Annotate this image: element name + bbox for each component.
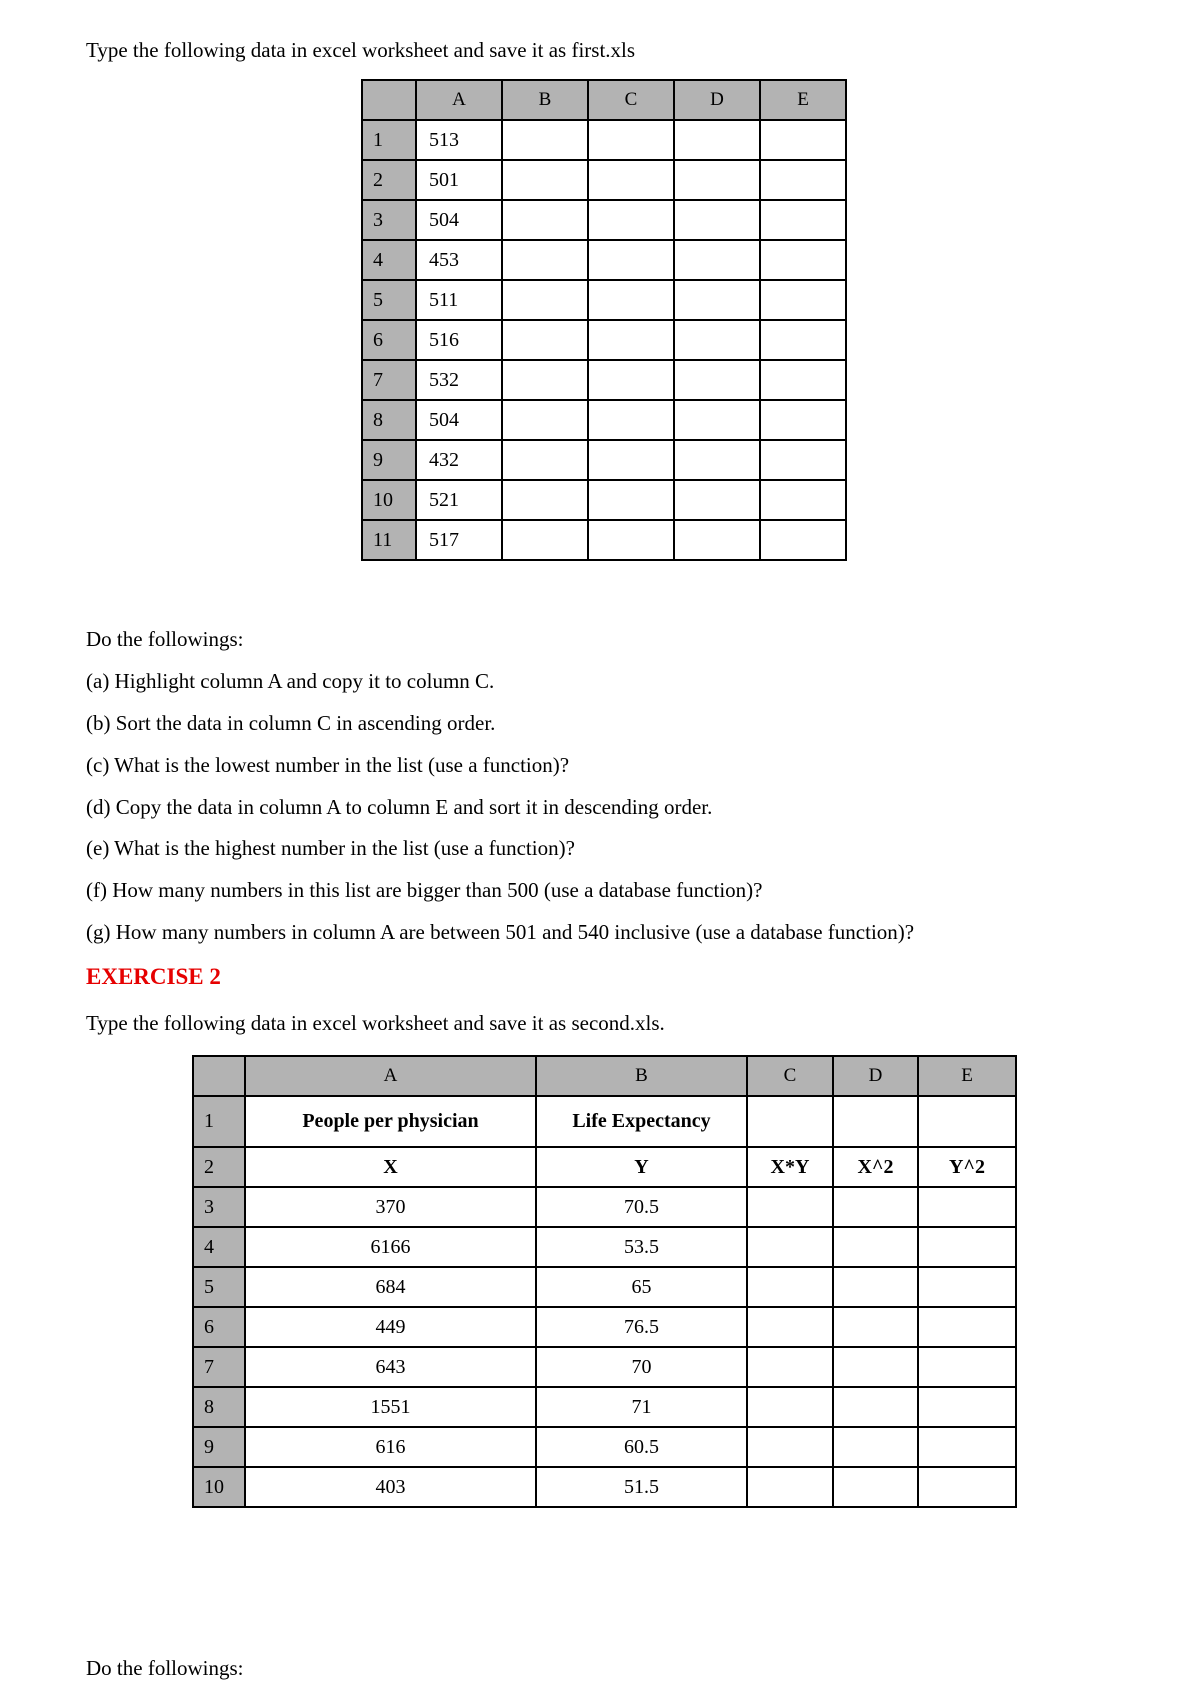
- cell-a: 504: [416, 400, 502, 440]
- column-header-row: [362, 80, 846, 120]
- empty-cell: [760, 200, 846, 240]
- cell-a: 511: [416, 280, 502, 320]
- row-number: 2: [193, 1147, 245, 1187]
- cell-a: 501: [416, 160, 502, 200]
- empty-cell: [833, 1387, 918, 1427]
- cell-y: 51.5: [536, 1467, 747, 1507]
- label-cell-a: People per physician: [245, 1096, 536, 1147]
- table-row: [193, 1387, 1016, 1427]
- empty-cell: [674, 480, 760, 520]
- table-row: [362, 360, 846, 400]
- empty-cell: [918, 1096, 1016, 1147]
- empty-cell: [674, 360, 760, 400]
- empty-cell: [674, 200, 760, 240]
- label-row: [193, 1096, 1016, 1147]
- row-number: 7: [193, 1347, 245, 1387]
- empty-cell: [674, 280, 760, 320]
- empty-cell: [588, 400, 674, 440]
- intro-text-1: Type the following data in excel worksheet and save it as first.xls: [86, 38, 636, 62]
- empty-cell: [747, 1347, 833, 1387]
- empty-cell: [674, 240, 760, 280]
- table-row: [362, 400, 846, 440]
- empty-cell: [747, 1307, 833, 1347]
- cell-x: 403: [245, 1467, 536, 1507]
- variable-cell: Y^2: [918, 1147, 1016, 1187]
- corner-cell: [362, 80, 416, 120]
- cell-x: 616: [245, 1427, 536, 1467]
- cell-a: 453: [416, 240, 502, 280]
- cell-y: 71: [536, 1387, 747, 1427]
- empty-cell: [760, 120, 846, 160]
- empty-cell: [760, 320, 846, 360]
- row-number: 7: [362, 360, 416, 400]
- empty-cell: [833, 1267, 918, 1307]
- cell-a: 516: [416, 320, 502, 360]
- empty-cell: [918, 1307, 1016, 1347]
- cell-y: 76.5: [536, 1307, 747, 1347]
- column-header: D: [833, 1056, 918, 1096]
- empty-cell: [918, 1267, 1016, 1307]
- column-header: E: [760, 80, 846, 120]
- table-row: [362, 160, 846, 200]
- empty-cell: [747, 1467, 833, 1507]
- column-header: C: [747, 1056, 833, 1096]
- cell-y: 70: [536, 1347, 747, 1387]
- empty-cell: [674, 120, 760, 160]
- task-item: (f) How many numbers in this list are bigger than 500 (use a database function)?: [86, 878, 763, 902]
- empty-cell: [833, 1187, 918, 1227]
- empty-cell: [760, 480, 846, 520]
- table-row: [193, 1347, 1016, 1387]
- empty-cell: [674, 400, 760, 440]
- row-number: 8: [362, 400, 416, 440]
- column-header: C: [588, 80, 674, 120]
- empty-cell: [502, 520, 588, 560]
- empty-cell: [674, 520, 760, 560]
- cell-y: 65: [536, 1267, 747, 1307]
- variable-cell: X: [245, 1147, 536, 1187]
- cell-x: 6166: [245, 1227, 536, 1267]
- cell-y: 70.5: [536, 1187, 747, 1227]
- task-item: (b) Sort the data in column C in ascending order.: [86, 711, 496, 735]
- variable-cell: X*Y: [747, 1147, 833, 1187]
- empty-cell: [833, 1227, 918, 1267]
- empty-cell: [502, 400, 588, 440]
- empty-cell: [588, 480, 674, 520]
- empty-cell: [588, 520, 674, 560]
- empty-cell: [918, 1387, 1016, 1427]
- table-row: [362, 120, 846, 160]
- cell-x: 449: [245, 1307, 536, 1347]
- empty-cell: [918, 1467, 1016, 1507]
- variable-cell: X^2: [833, 1147, 918, 1187]
- empty-cell: [747, 1267, 833, 1307]
- empty-cell: [760, 400, 846, 440]
- table-row: [362, 200, 846, 240]
- row-number: 3: [193, 1187, 245, 1227]
- table-row: [362, 520, 846, 560]
- empty-cell: [502, 440, 588, 480]
- row-number: 3: [362, 200, 416, 240]
- label-cell-b: Life Expectancy: [536, 1096, 747, 1147]
- cell-x: 684: [245, 1267, 536, 1307]
- empty-cell: [760, 360, 846, 400]
- cell-a: 504: [416, 200, 502, 240]
- cell-x: 1551: [245, 1387, 536, 1427]
- row-number: 5: [193, 1267, 245, 1307]
- row-number: 4: [362, 240, 416, 280]
- table-row: [193, 1267, 1016, 1307]
- do-followings-label-2: Do the followings:: [86, 1656, 244, 1680]
- empty-cell: [502, 240, 588, 280]
- variable-row: [193, 1147, 1016, 1187]
- task-item: (e) What is the highest number in the list (use a function)?: [86, 836, 575, 860]
- row-number: 10: [362, 480, 416, 520]
- cell-a: 517: [416, 520, 502, 560]
- row-number: 6: [193, 1307, 245, 1347]
- empty-cell: [502, 200, 588, 240]
- empty-cell: [918, 1227, 1016, 1267]
- row-number: 5: [362, 280, 416, 320]
- row-number: 1: [193, 1096, 245, 1147]
- empty-cell: [588, 360, 674, 400]
- variable-cell: Y: [536, 1147, 747, 1187]
- empty-cell: [760, 520, 846, 560]
- task-item: (d) Copy the data in column A to column E and sort it in descending order.: [86, 795, 713, 819]
- empty-cell: [674, 160, 760, 200]
- row-number: 1: [362, 120, 416, 160]
- empty-cell: [588, 440, 674, 480]
- empty-cell: [760, 160, 846, 200]
- table-row: [362, 440, 846, 480]
- empty-cell: [747, 1387, 833, 1427]
- empty-cell: [502, 320, 588, 360]
- empty-cell: [833, 1467, 918, 1507]
- column-header: B: [502, 80, 588, 120]
- task-item: (c) What is the lowest number in the list (use a function)?: [86, 753, 570, 777]
- table-row: [193, 1427, 1016, 1467]
- row-number: 9: [362, 440, 416, 480]
- row-number: 10: [193, 1467, 245, 1507]
- empty-cell: [760, 280, 846, 320]
- row-number: 4: [193, 1227, 245, 1267]
- empty-cell: [502, 120, 588, 160]
- do-followings-label: Do the followings:: [86, 627, 244, 651]
- column-header-row: [193, 1056, 1016, 1096]
- empty-cell: [747, 1427, 833, 1467]
- worksheet-table-1: [361, 79, 847, 561]
- row-number: 11: [362, 520, 416, 560]
- table-row: [193, 1187, 1016, 1227]
- empty-cell: [918, 1427, 1016, 1467]
- empty-cell: [747, 1227, 833, 1267]
- empty-cell: [760, 440, 846, 480]
- empty-cell: [760, 240, 846, 280]
- column-header: D: [674, 80, 760, 120]
- column-header: B: [536, 1056, 747, 1096]
- empty-cell: [747, 1096, 833, 1147]
- table-row: [193, 1307, 1016, 1347]
- cell-x: 643: [245, 1347, 536, 1387]
- table-row: [193, 1227, 1016, 1267]
- column-header: A: [416, 80, 502, 120]
- cell-y: 60.5: [536, 1427, 747, 1467]
- row-number: 2: [362, 160, 416, 200]
- column-header: A: [245, 1056, 536, 1096]
- empty-cell: [833, 1427, 918, 1467]
- table-row: [362, 280, 846, 320]
- empty-cell: [588, 280, 674, 320]
- cell-a: 432: [416, 440, 502, 480]
- empty-cell: [502, 160, 588, 200]
- table-row: [362, 320, 846, 360]
- exercise-2-heading: EXERCISE 2: [86, 964, 221, 989]
- empty-cell: [918, 1187, 1016, 1227]
- empty-cell: [502, 480, 588, 520]
- row-number: 8: [193, 1387, 245, 1427]
- task-item: (g) How many numbers in column A are between 501 and 540 inclusive (use a database function)?: [86, 920, 915, 944]
- cell-y: 53.5: [536, 1227, 747, 1267]
- empty-cell: [588, 160, 674, 200]
- task-item: (a) Highlight column A and copy it to column C.: [86, 669, 495, 693]
- empty-cell: [833, 1347, 918, 1387]
- table-row: [362, 480, 846, 520]
- empty-cell: [918, 1347, 1016, 1387]
- empty-cell: [674, 320, 760, 360]
- row-number: 6: [362, 320, 416, 360]
- empty-cell: [502, 280, 588, 320]
- empty-cell: [833, 1096, 918, 1147]
- empty-cell: [588, 240, 674, 280]
- column-header: E: [918, 1056, 1016, 1096]
- empty-cell: [588, 120, 674, 160]
- table-row: [193, 1467, 1016, 1507]
- empty-cell: [674, 440, 760, 480]
- cell-a: 521: [416, 480, 502, 520]
- cell-x: 370: [245, 1187, 536, 1227]
- cell-a: 513: [416, 120, 502, 160]
- corner-cell: [193, 1056, 245, 1096]
- empty-cell: [588, 200, 674, 240]
- table-row: [362, 240, 846, 280]
- cell-a: 532: [416, 360, 502, 400]
- worksheet-table-2: [192, 1055, 1017, 1508]
- empty-cell: [588, 320, 674, 360]
- empty-cell: [833, 1307, 918, 1347]
- empty-cell: [747, 1187, 833, 1227]
- intro-text-2: Type the following data in excel worksheet and save it as second.xls.: [86, 1011, 665, 1035]
- empty-cell: [502, 360, 588, 400]
- row-number: 9: [193, 1427, 245, 1467]
